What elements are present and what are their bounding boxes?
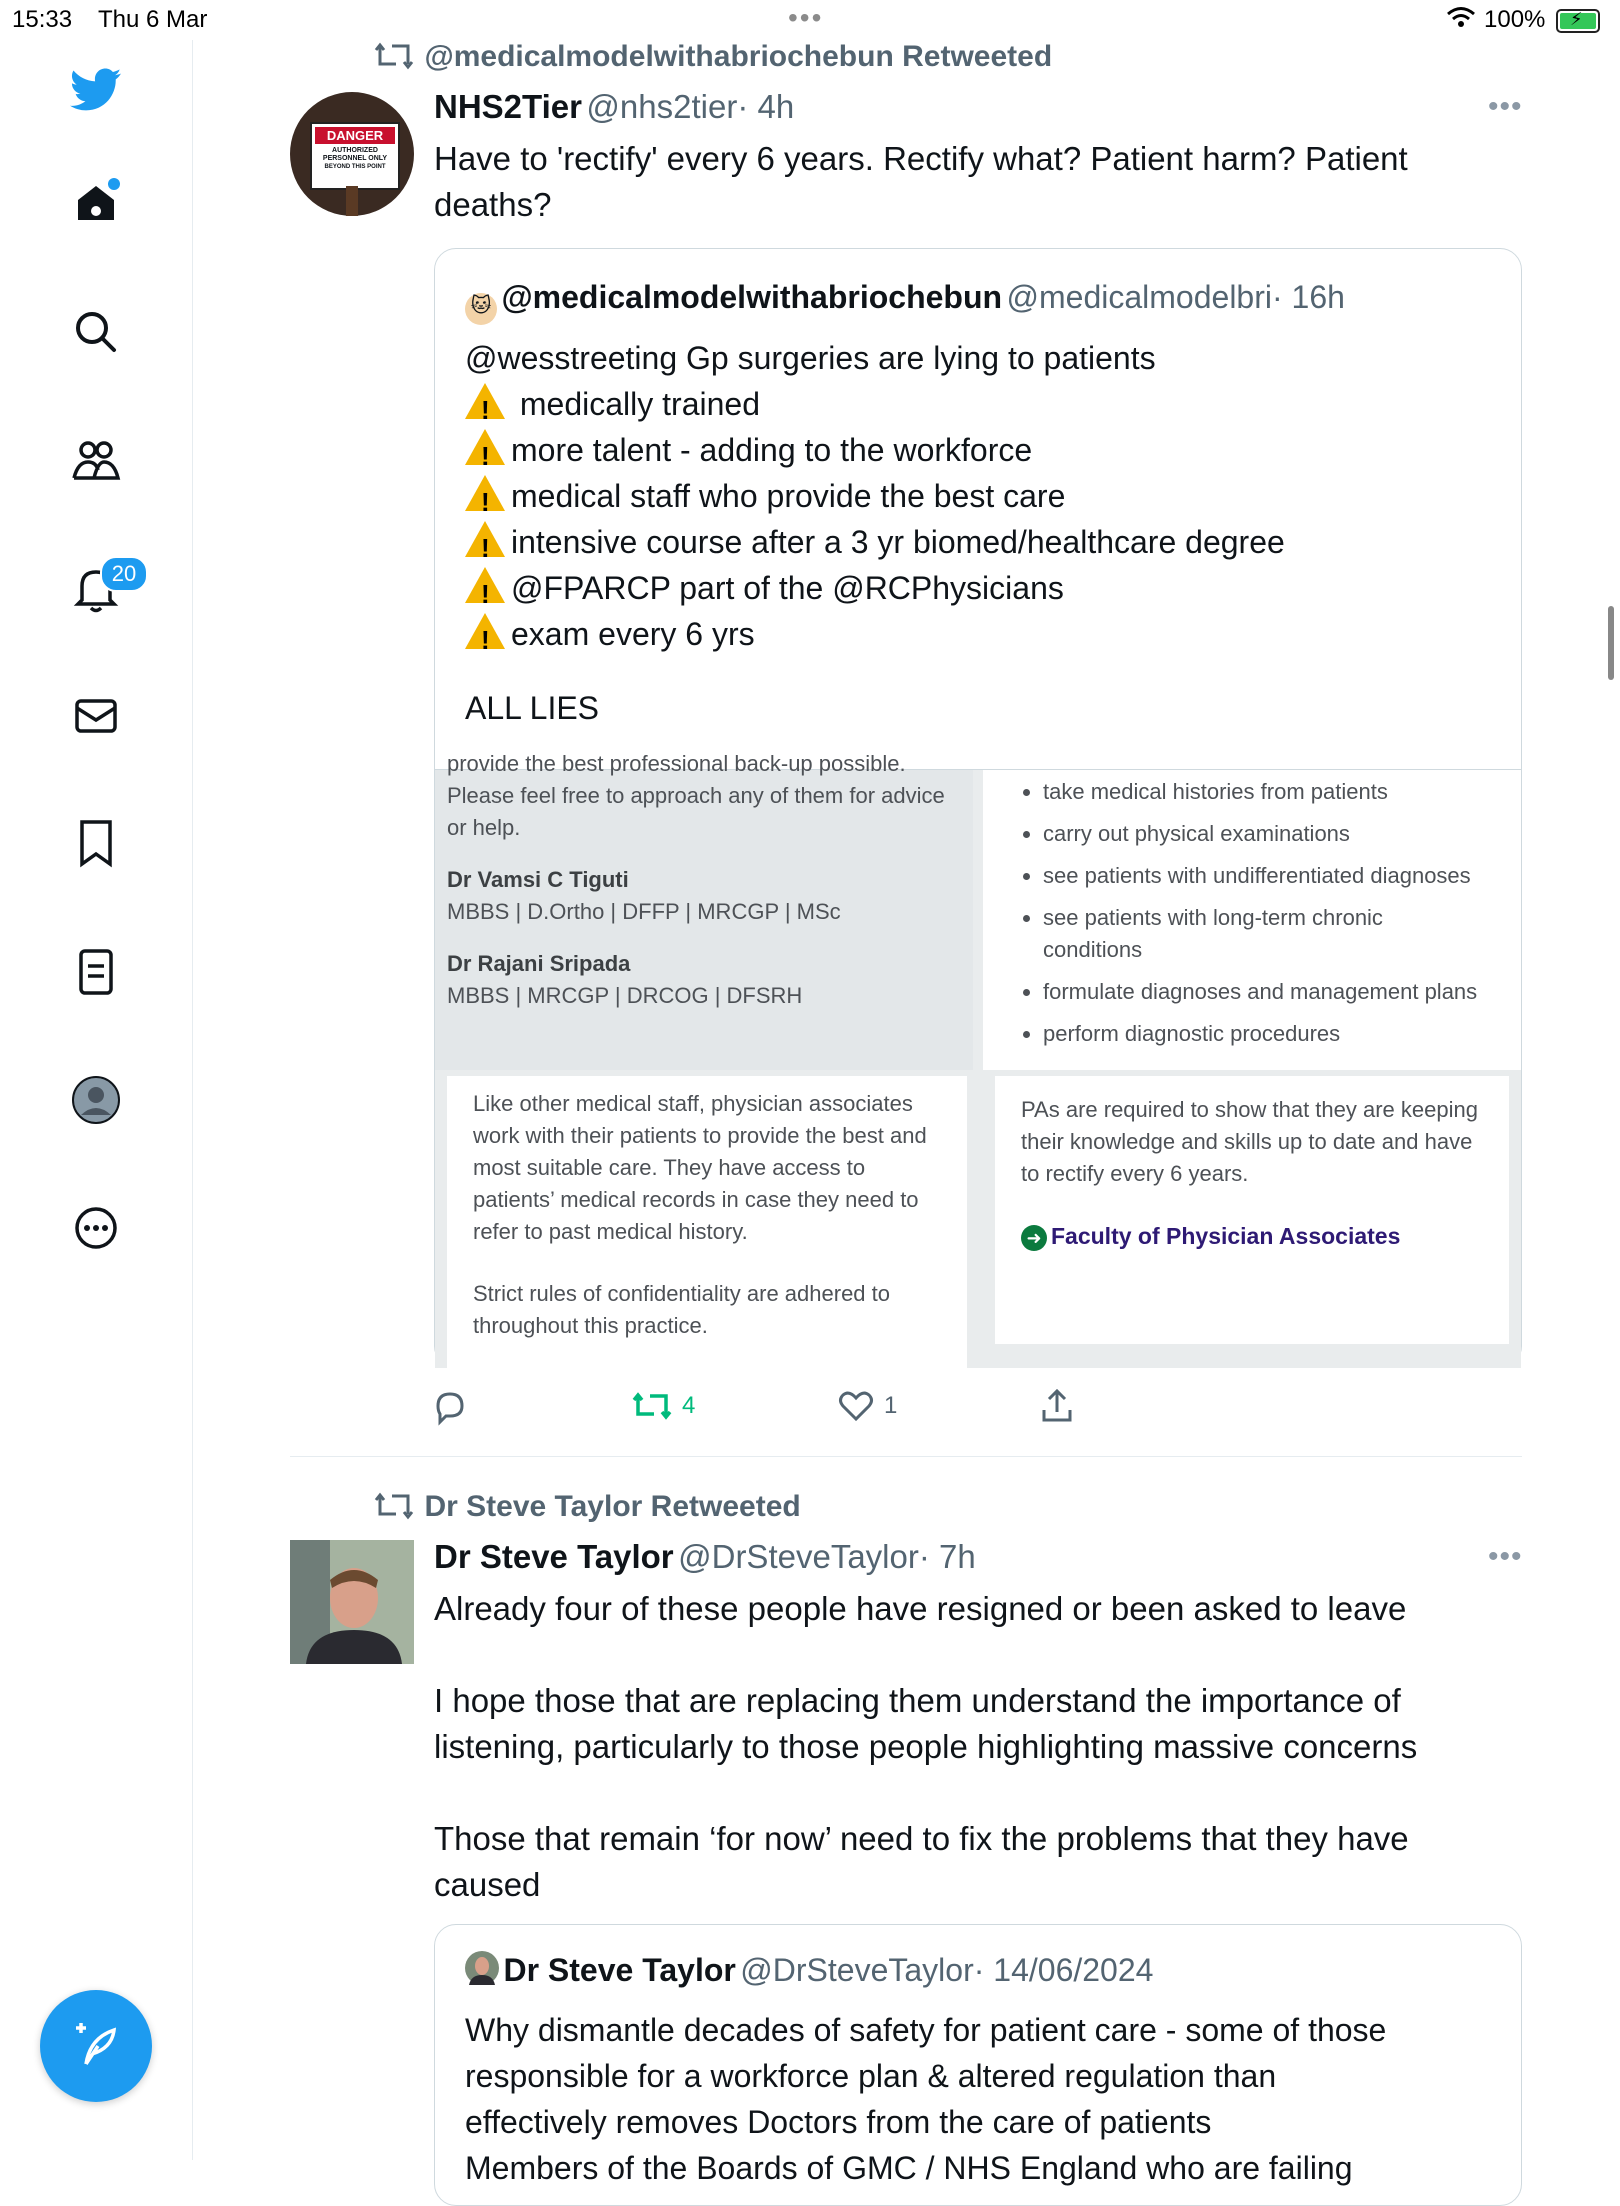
profile-avatar-icon[interactable]: [64, 1068, 128, 1132]
duty-item: • formulate diagnoses and management plans: [1043, 976, 1483, 1008]
retweet-context-1: [374, 40, 1052, 74]
retweet-icon: [374, 40, 414, 72]
battery-icon: ⚡: [1556, 9, 1600, 33]
warning-icon: [465, 383, 505, 419]
quote-item: intensive course after a 3 yr biomed/healthcare degree: [511, 524, 1285, 560]
tweet-header-2: [434, 1538, 976, 1576]
status-time: 15:33: [12, 6, 73, 33]
tweet-more-icon[interactable]: •••: [1488, 90, 1523, 123]
retweet-context-2: [374, 1490, 801, 1524]
tweet-text-2: [434, 1586, 1534, 1908]
quote-item: exam every 6 yrs: [511, 616, 755, 652]
tweet-header-1: [434, 88, 794, 126]
danger-sign-image: [310, 122, 400, 190]
like-count: 1: [884, 1392, 898, 1419]
image-paragraph: Strict rules of confidentiality are adhered to throughout this practice.: [473, 1281, 891, 1338]
multitasking-dots-icon[interactable]: •••: [788, 2, 824, 33]
image-panel-medical-staff: [447, 1076, 967, 1368]
more-options-icon[interactable]: [64, 1196, 128, 1260]
warning-icon: [465, 475, 505, 511]
quote-avatar-icon: [465, 1951, 499, 1985]
quote-line: Why dismantle decades of safety for patient care - some of those: [465, 2012, 1387, 2048]
quote-body: [465, 2007, 1505, 2191]
quote-avatar-icon: 🐱: [465, 293, 497, 325]
tweet-text-1: [434, 136, 1534, 228]
image-panel-rectify: [995, 1076, 1509, 1344]
tweet-text-line: I hope those that are replacing them understand the importance of: [434, 1682, 1401, 1719]
image-text: Please feel free to approach any of them for advice: [447, 783, 945, 808]
quote-time: · 14/06/2024: [973, 1952, 1154, 1988]
duty-item: • perform diagnostic procedures: [1043, 1018, 1483, 1050]
image-text: or help.: [447, 815, 521, 840]
doctor-quals: MBBS | MRCGP | DRCOG | DFSRH: [447, 983, 803, 1008]
quote-author-handle: @DrSteveTaylor: [740, 1952, 974, 1988]
tweet-text-line: listening, particularly to those people highlighting massive concerns: [434, 1728, 1418, 1765]
retweet-button[interactable]: [632, 1390, 695, 1422]
author-handle[interactable]: @DrSteveTaylor: [678, 1538, 919, 1575]
image-cut-line: provide the best professional back-up possible.: [447, 751, 906, 776]
arrow-circle-icon: ➜: [1021, 1225, 1047, 1251]
tweet-more-icon[interactable]: •••: [1488, 1540, 1523, 1573]
quote-time: · 16h: [1271, 279, 1345, 315]
quote-attached-image[interactable]: [435, 751, 1521, 1368]
retweet-count: 4: [682, 1392, 696, 1419]
avatar-nhs2tier[interactable]: [290, 92, 414, 216]
image-panel-duties: [983, 770, 1521, 1070]
retweet-icon: [374, 1490, 414, 1522]
reply-icon: [432, 1390, 468, 1424]
doctor-quals: MBBS | D.Ortho | DFFP | MRCGP | MSc: [447, 899, 841, 924]
status-bar: [0, 0, 1620, 40]
scrollbar-thumb[interactable]: [1608, 606, 1614, 680]
quote-line: responsible for a workforce plan & altered regulation than: [465, 2058, 1277, 2094]
quote-item: medical staff who provide the best care: [511, 478, 1066, 514]
author-name[interactable]: NHS2Tier: [434, 88, 582, 125]
duty-item: • carry out physical examinations: [1043, 818, 1483, 850]
quote-item: @FPARCP part of the @RCPhysicians: [511, 570, 1064, 606]
like-button[interactable]: [838, 1390, 897, 1422]
retweeted-by-label[interactable]: Dr Steve Taylor Retweeted: [424, 1490, 801, 1523]
retweet-active-icon: [632, 1390, 672, 1422]
notifications-count-badge: 20: [100, 556, 148, 592]
lists-icon[interactable]: [64, 940, 128, 1004]
duty-item: • see patients with long-term chronic conditions: [1043, 902, 1483, 966]
share-button[interactable]: [1040, 1388, 1074, 1424]
twitter-logo-icon[interactable]: [64, 58, 128, 122]
sign-text-authorized: AUTHORIZED: [332, 147, 378, 154]
quote-header: [465, 279, 1345, 325]
doctor-name: Dr Vamsi C Tiguti: [447, 867, 629, 892]
duty-item: • take medical histories from patients: [1043, 776, 1483, 808]
quote-closing: ALL LIES: [465, 690, 600, 726]
quoted-tweet-2[interactable]: [434, 1924, 1522, 2206]
image-paragraph: Like other medical staff, physician associates work with their patients to provide the best and most suitable care. They have access to patients’ medical records in case they need to refer to past medical history.: [473, 1091, 927, 1244]
warning-icon: [465, 429, 505, 465]
tweet-time[interactable]: · 4h: [737, 88, 795, 125]
quote-author-handle: @medicalmodelbri: [1006, 279, 1272, 315]
quote-author-name: Dr Steve Taylor: [503, 1952, 736, 1988]
heart-icon: [838, 1390, 874, 1422]
tweet-text-line: Already four of these people have resigned or been asked to leave: [434, 1590, 1407, 1627]
status-date: Thu 6 Mar: [98, 6, 208, 33]
tweet-text-line: Have to 'rectify' every 6 years. Rectify what? Patient harm? Patient: [434, 140, 1408, 177]
quote-author-name: @medicalmodelwithabriochebun: [501, 279, 1003, 315]
sign-text-personnel: PERSONNEL ONLY: [322, 155, 388, 162]
compose-feather-icon: [68, 2018, 124, 2074]
share-icon: [1040, 1388, 1074, 1424]
faculty-link-text: Faculty of Physician Associates: [1051, 1223, 1401, 1249]
author-name[interactable]: Dr Steve Taylor: [434, 1538, 674, 1575]
quote-body: [465, 335, 1495, 731]
retweeted-by-label[interactable]: @medicalmodelwithabriochebun Retweeted: [424, 40, 1053, 73]
image-paragraph: PAs are required to show that they are keeping their knowledge and skills up to date and have to rectify every 6 years.: [1021, 1097, 1478, 1186]
author-handle[interactable]: @nhs2tier: [586, 88, 738, 125]
duty-item: • see patients with undifferentiated diagnoses: [1043, 860, 1483, 892]
avatar-drstevetaylor[interactable]: [290, 1540, 414, 1664]
quoted-tweet-1[interactable]: [434, 248, 1522, 1368]
quote-line: effectively removes Doctors from the care of patients: [465, 2104, 1212, 2140]
communities-icon[interactable]: [64, 428, 128, 492]
bookmarks-icon[interactable]: [64, 812, 128, 876]
compose-tweet-button[interactable]: [40, 1990, 152, 2102]
search-icon[interactable]: [64, 300, 128, 364]
quote-line: Members of the Boards of GMC / NHS England who are failing: [465, 2150, 1353, 2186]
wifi-icon: [1446, 6, 1476, 35]
tweet-time[interactable]: · 7h: [918, 1538, 976, 1575]
quote-header: [465, 1951, 1153, 1989]
tweet-text-line: caused: [434, 1866, 541, 1903]
faculty-link: [1021, 1220, 1483, 1252]
warning-icon: [465, 521, 505, 557]
image-panel-doctors: [435, 751, 973, 1070]
home-icon[interactable]: [64, 170, 128, 234]
doctor-name: Dr Rajani Sripada: [447, 951, 631, 976]
reply-button[interactable]: [432, 1390, 468, 1424]
tweet-text-line: deaths?: [434, 186, 552, 223]
warning-icon: [465, 613, 505, 649]
messages-icon[interactable]: [64, 684, 128, 748]
quote-intro: @wesstreeting Gp surgeries are lying to patients: [465, 340, 1156, 376]
quote-item: more talent - adding to the workforce: [511, 432, 1033, 468]
sign-text-danger: DANGER: [315, 127, 395, 144]
tweet-text-line: Those that remain ‘for now’ need to fix the problems that they have: [434, 1820, 1409, 1857]
warning-icon: [465, 567, 505, 603]
tweet-divider: [290, 1456, 1522, 1457]
quote-item: medically trained: [511, 386, 760, 422]
sign-text-beyond: BEYOND THIS POINT: [324, 164, 386, 170]
battery-percent: 100%: [1484, 6, 1546, 33]
